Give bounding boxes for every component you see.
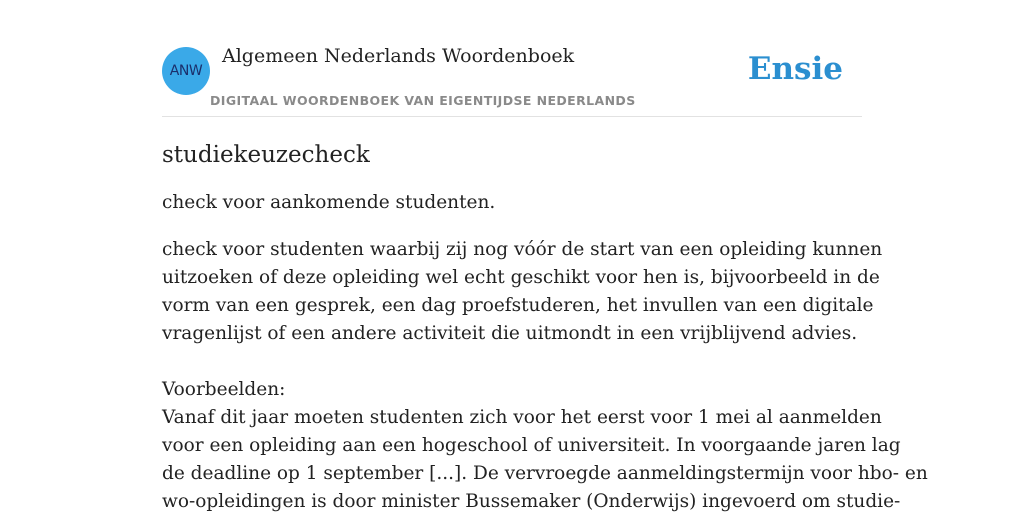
definition-line: vorm van een gesprek, een dag proefstuderen, het invullen van een digitale (162, 295, 874, 316)
site-header (162, 36, 862, 117)
definition-line: uitzoeken of deze opleiding wel echt geschikt voor hen is, bijvoorbeeld in de (162, 267, 880, 288)
ensie-brand-link[interactable]: Ensie (747, 51, 843, 87)
site-subtitle: DIGITAAL WOORDENBOEK VAN EIGENTIJDSE NEDERLANDS (210, 93, 636, 108)
definition-line: check voor studenten waarbij zij nog vóór de start van een opleiding kunnen (162, 239, 883, 260)
example-line: Vanaf dit jaar moeten studenten zich voor het eerst voor 1 mei al aanmelden (162, 407, 882, 428)
examples-label: Voorbeelden: (162, 379, 286, 400)
short-definition: check voor aankomende studenten. (162, 192, 496, 213)
long-definition (162, 236, 928, 512)
entry-content (162, 136, 928, 512)
definition-line: vragenlijst of een andere activiteit die uitmondt in een vrijblijvend advies. (162, 323, 858, 344)
example-line: de deadline op 1 september [...]. De vervroegde aanmeldingstermijn voor hbo- en (162, 463, 928, 484)
entry-word: studiekeuzecheck (162, 142, 370, 168)
example-line: wo-opleidingen is door minister Bussemaker (Onderwijs) ingevoerd om studie- (162, 491, 901, 512)
paragraph-spacer (162, 348, 862, 376)
site-title-link[interactable]: Algemeen Nederlands Woordenboek (222, 45, 575, 67)
anw-logo[interactable]: ANW (162, 47, 210, 95)
example-line: voor een opleiding aan een hogeschool of universiteit. In voorgaande jaren lag (162, 435, 901, 456)
